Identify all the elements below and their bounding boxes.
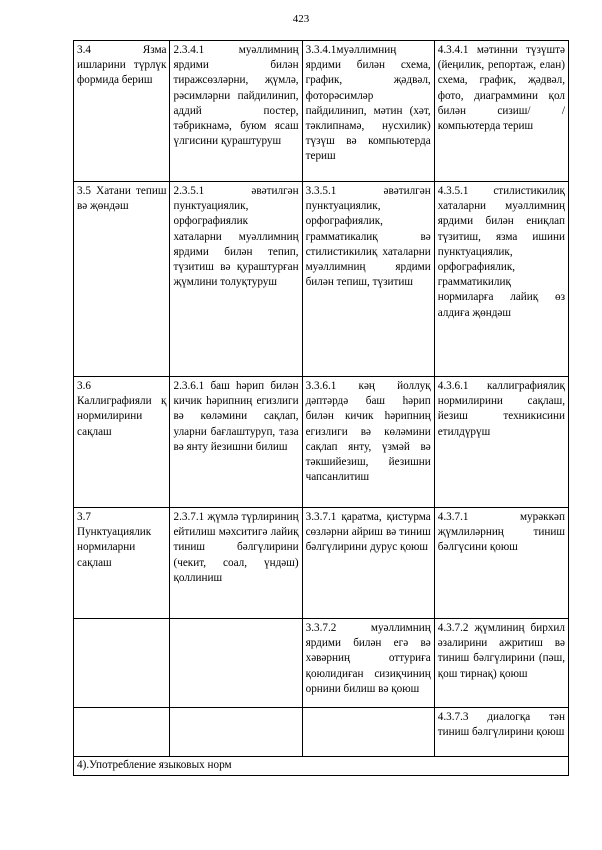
table-cell: [434, 619, 568, 708]
table-cell: [302, 377, 434, 508]
cell-text: 3.6 Каллиграфияли қ нормилирини сақлаш: [77, 380, 167, 438]
table-cell: [74, 508, 170, 619]
page-number: 423: [292, 13, 310, 25]
cell-text: 4.3.7.3 диалогқа тән тиниш бәлгүлирини қоюш: [437, 711, 565, 739]
table-cell: [170, 182, 302, 377]
table-row: [74, 757, 569, 776]
curriculum-table: [73, 40, 569, 776]
table-cell: [170, 708, 302, 757]
table-cell: [74, 619, 170, 708]
cell-text: 3.3.4.1муәллимниң ярдими билән схема, график, җәдвәл, фоторәсимләр пайдилинип, мәтин (хәт, тәклипнамә, нусхилик) түзүш вә компьютерда териш: [305, 44, 431, 163]
table-row: [74, 377, 569, 508]
cell-text: 3.3.7.2 муәллимниң ярдими билән егә вә хәвәрниң оттуриға қоюлидиған сизиқчиниң орнини билиш вә қоюш: [305, 622, 431, 695]
table-cell: [170, 377, 302, 508]
table-row: [74, 41, 569, 182]
table-row: [74, 508, 569, 619]
table-cell: [302, 182, 434, 377]
table-cell: [170, 508, 302, 619]
table-cell: [434, 41, 568, 182]
table-row: [74, 182, 569, 377]
cell-text: 2.3.6.1 баш һәрип билән кичик һәрипниң егизлиги вә көләмини сақлап, уларни бағлаштуруп, таза вә янту йезишни билиш: [173, 380, 299, 453]
cell-text: 3.3.6.1 кәң йоллуқ дәптәрдә баш һәрип билән кичик һәрипниң егизлиги вә көләмини сақлап янту, үзмәй вә тәкшийезиш, йезишни чапсанлитиш: [305, 380, 431, 484]
table-cell: [302, 708, 434, 757]
table-cell: [434, 377, 568, 508]
table-cell: [302, 619, 434, 708]
cell-text: 3.7 Пунктуациялик нормиларни сақлаш: [77, 511, 152, 569]
cell-text: 4.3.7.1 мурәккәп җүмлиләрниң тиниш бәлгүсини қоюш: [437, 511, 565, 554]
table-cell: [74, 182, 170, 377]
table-cell: [434, 508, 568, 619]
table-cell: [434, 182, 568, 377]
cell-text: 4.3.4.1 мәтинни түзүштә (йеңилик, репортаж, елан) схема, график, җәдвәл, фото, диаграммини қол билән сизиш/ /компьютерда териш: [437, 44, 565, 133]
cell-text: 2.3.4.1 муәллимниң ярдими билән тиражсөзләрни, җүмлә, рәсимләрни пайдилинип, аддий постер, тәбрикнамә, буюм ясаш үлгисини қураштуруш: [173, 44, 299, 148]
table-cell: [170, 41, 302, 182]
cell-text: 4.3.5.1 стилистикилиқ хаталарни муәллимниң ярдими билән ениқлап түзитиш, язма ишини пунктуациялик, орфографиялик, грамматикилиқ нормиларға лайиқ өз алдиға җөндәш: [437, 185, 565, 319]
cell-text: 4.3.7.2 җүмлиниң бирхил әзалирини ажритиш вә тиниш бәлгүлирини (пәш, қош тирнақ) қоюш: [437, 622, 565, 680]
cell-text: 3.5 Хатани тепиш вә җөндәш: [77, 185, 167, 213]
table-row: [74, 708, 569, 757]
table-row: [74, 619, 569, 708]
cell-text: 2.3.7.1 җүмлә түрлириниң ейтилиш мәхситигә лайиқ тиниш бәлгүлирини (чекит, соал, үндәш) қоллиниш: [173, 511, 299, 584]
table-cell: [74, 377, 170, 508]
cell-text: 3.3.7.1 қаратма, қистурма сөзләрни айриш вә тиниш бәлгүлирини дурус қоюш: [305, 511, 431, 554]
table-cell: [74, 41, 170, 182]
cell-text: 4.3.6.1 каллиграфиялиқ нормилирини сақлаш, йезиш техникисини етилдүрүш: [437, 380, 565, 438]
table-cell: [434, 708, 568, 757]
table-cell: [170, 619, 302, 708]
table-cell: [74, 708, 170, 757]
table-cell: [302, 508, 434, 619]
table-footer-cell: [74, 757, 569, 776]
cell-text: 3.4 Язма ишларини түрлүк формида бериш: [77, 44, 167, 87]
footer-text: 4).Употребление языковых норм: [77, 759, 232, 771]
cell-text: 3.3.5.1 әвәтилгән пунктуациялик, орфографиялик, грамматикалиқ вә стилистикилиқ хаталарни муәллимниң ярдими билән тепиш, түзитиш: [305, 185, 431, 289]
table-cell: [302, 41, 434, 182]
cell-text: 2.3.5.1 әвәтилгән пунктуациялик, орфографиялик хаталарни муәллимниң ярдими билән тепип, түзитиш вә қураштурған җүмлини толуқтуруш: [173, 185, 299, 289]
